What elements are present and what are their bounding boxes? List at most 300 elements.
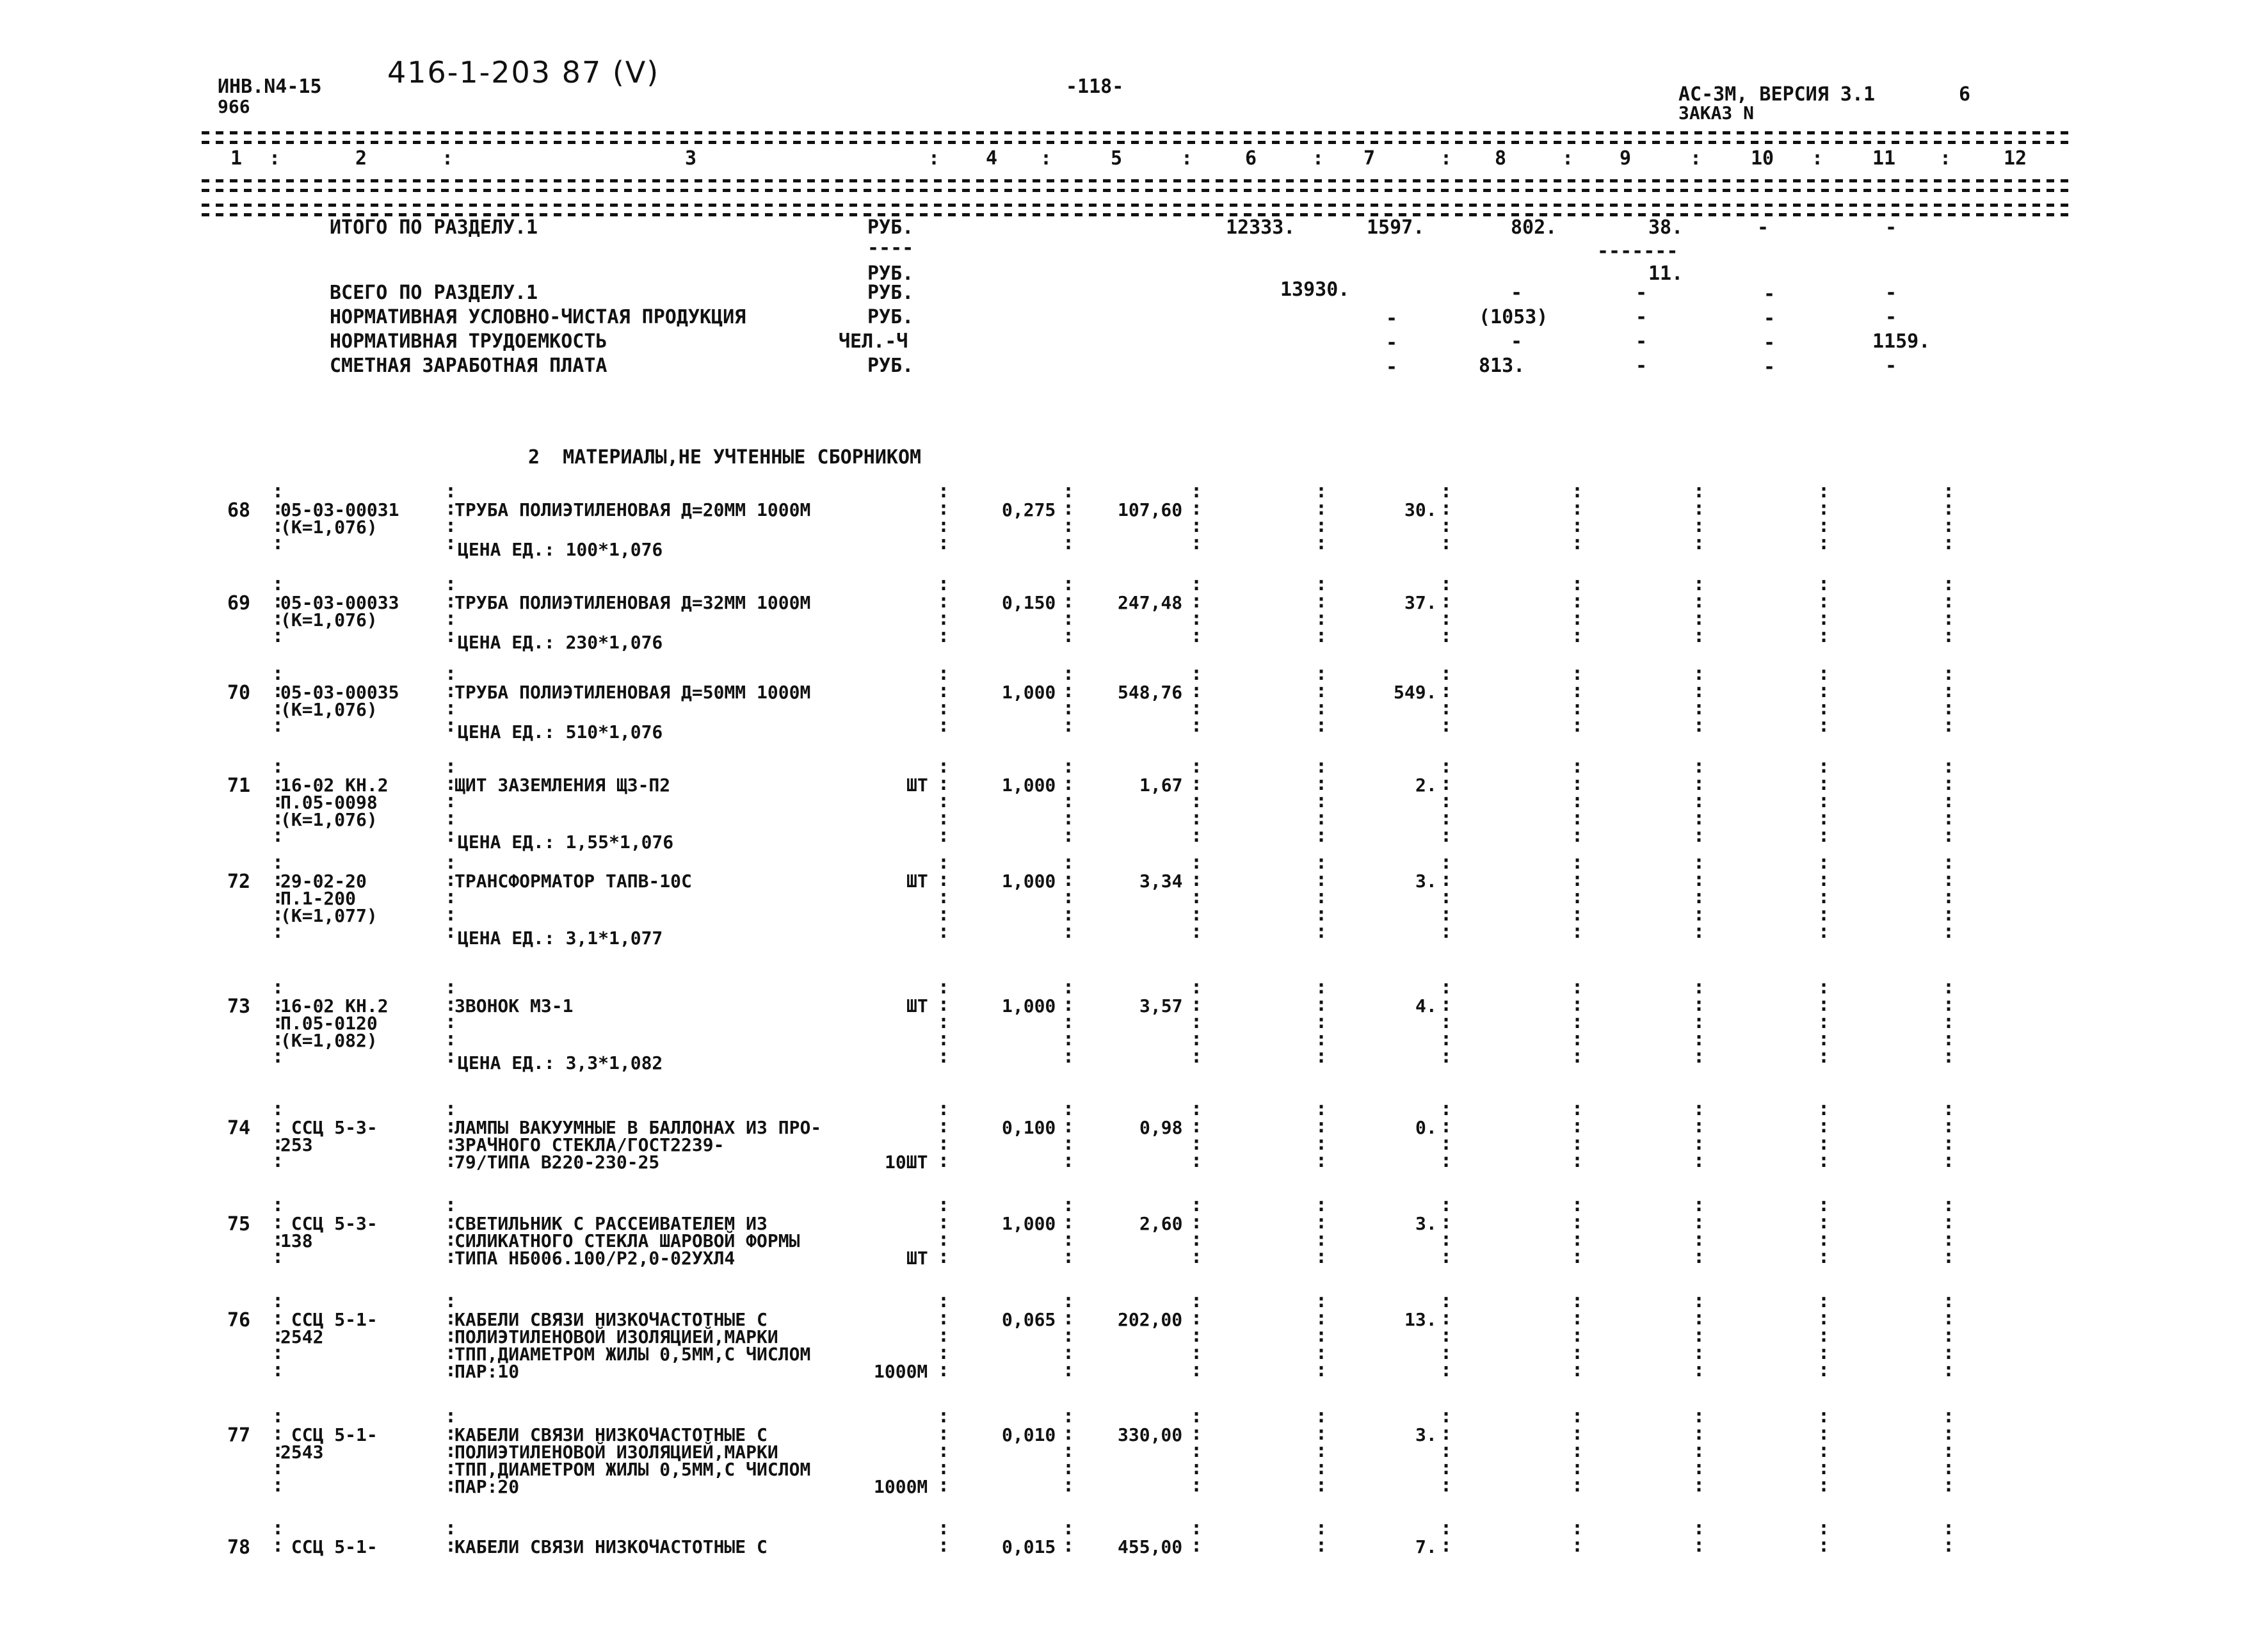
row-separator: : — [938, 515, 950, 537]
row-separator: : — [1572, 755, 1584, 778]
total-c10: - — [1764, 356, 1776, 378]
row-separator: : — [938, 1045, 950, 1068]
column-number: 1 — [230, 147, 243, 170]
item-code: П.1-200 — [280, 888, 357, 909]
row-separator: : — [938, 773, 950, 795]
item-code: ССЦ 5-1- — [280, 1424, 378, 1445]
row-separator: : — [1440, 993, 1452, 1016]
row-separator: : — [445, 497, 457, 520]
column-separator: : — [1040, 147, 1052, 170]
row-separator: : — [1943, 1534, 1955, 1557]
item-unit-price: 202,00 — [1118, 1309, 1183, 1330]
row-separator: : — [445, 886, 457, 908]
row-separator: : — [1191, 1517, 1203, 1540]
row-separator: : — [1063, 532, 1075, 554]
item-unit-price: 548,76 — [1118, 682, 1183, 703]
row-separator: : — [1572, 1342, 1584, 1364]
row-separator: : — [1440, 480, 1452, 502]
item-unit-price: 107,60 — [1118, 499, 1183, 520]
row-separator: : — [1063, 1246, 1075, 1268]
row-separator: : — [1572, 680, 1584, 702]
row-separator: : — [1572, 1194, 1584, 1216]
row-separator: : — [272, 497, 284, 520]
item-unit-price: 2,60 — [1139, 1213, 1183, 1234]
item-price-note: ЦЕНА ЕД.: 3,3*1,082 — [458, 1052, 663, 1073]
row-separator: : — [1818, 1045, 1830, 1068]
total-c8: 813. — [1479, 355, 1525, 377]
row-separator: : — [1191, 886, 1203, 908]
row-separator: : — [1191, 590, 1203, 613]
row-separator: : — [1191, 1307, 1203, 1330]
row-separator: : — [445, 1290, 457, 1312]
row-separator: : — [1315, 886, 1328, 908]
row-separator: : — [1191, 1342, 1203, 1364]
section-heading: 2 МАТЕРИАЛЫ,НЕ УЧТЕННЫЕ СБОРНИКОМ — [528, 446, 922, 469]
row-separator: : — [272, 807, 284, 830]
row-separator: : — [272, 1028, 284, 1050]
item-price-note: ЦЕНА ЕД.: 230*1,076 — [458, 632, 663, 653]
itogo-c7: 1597. — [1367, 216, 1425, 239]
row-separator: : — [1315, 1246, 1328, 1268]
row-separator: : — [1693, 515, 1705, 537]
item-description: ТИПА НБ006.100/Р2,0-02УХЛ4 — [454, 1248, 736, 1269]
item-description: 79/ТИПА В220-230-25 — [454, 1152, 660, 1173]
row-separator: : — [1818, 920, 1830, 943]
total-c11: - — [1885, 306, 1897, 328]
row-separator: : — [1943, 663, 1955, 685]
row-separator: : — [272, 1132, 284, 1155]
item-price-note: ЦЕНА ЕД.: 1,55*1,076 — [458, 832, 674, 853]
row-separator: : — [1063, 697, 1075, 720]
row-separator: : — [1191, 976, 1203, 999]
row-separator: : — [272, 886, 284, 908]
row-separator: : — [1572, 976, 1584, 999]
row-separator: : — [272, 1359, 284, 1381]
item-quantity: 1,000 — [1002, 682, 1056, 703]
item-number: 71 — [227, 775, 251, 797]
row-separator: : — [1315, 993, 1328, 1016]
item-unit-price: 247,48 — [1118, 592, 1183, 613]
column-separator: : — [928, 147, 940, 170]
row-separator: : — [1693, 625, 1705, 647]
item-description: ЗВОНОК МЗ-1 — [454, 995, 574, 1017]
item-description: ТРУБА ПОЛИЭТИЛЕНОВАЯ Д=50ММ 1000М — [454, 682, 811, 703]
row-separator: : — [1191, 1115, 1203, 1138]
row-separator: : — [1818, 607, 1830, 630]
row-separator: : — [1943, 1194, 1955, 1216]
item-unit: 1000М — [874, 1476, 928, 1497]
row-separator: : — [1572, 851, 1584, 874]
row-separator: : — [272, 1405, 284, 1427]
row-separator: : — [1572, 886, 1584, 908]
row-separator: : — [1315, 532, 1328, 554]
row-separator: : — [1063, 976, 1075, 999]
item-code: П.05-0098 — [280, 792, 378, 813]
row-separator: : — [1943, 807, 1955, 830]
itogo-c8: 802. — [1511, 216, 1557, 239]
row-separator: : — [445, 1115, 457, 1138]
row-separator: : — [1943, 607, 1955, 630]
row-separator: : — [1818, 1028, 1830, 1050]
row-separator: : — [1315, 1422, 1328, 1445]
row-separator: : — [1191, 1246, 1203, 1268]
row-separator: : — [1315, 607, 1328, 630]
row-separator: : — [1440, 1534, 1452, 1557]
row-separator: : — [938, 993, 950, 1016]
row-separator: : — [1943, 1132, 1955, 1155]
row-separator: : — [445, 1534, 457, 1557]
row-separator: : — [938, 1098, 950, 1120]
row-separator: : — [272, 532, 284, 554]
total-c10: - — [1764, 283, 1776, 305]
item-code: П.05-0120 — [280, 1013, 378, 1034]
row-separator: : — [1191, 920, 1203, 943]
row-separator: : — [1315, 1534, 1328, 1557]
row-separator: : — [938, 1342, 950, 1364]
item-code: 16-02 КН.2 — [280, 995, 389, 1017]
row-separator: : — [938, 903, 950, 926]
item-unit-price: 0,98 — [1139, 1117, 1183, 1138]
item-code: (K=1,076) — [280, 609, 378, 631]
row-separator: : — [1572, 1045, 1584, 1068]
row-separator: : — [1572, 1228, 1584, 1251]
row-separator: : — [1191, 532, 1203, 554]
row-separator: : — [1315, 1517, 1328, 1540]
row-separator: : — [1818, 1098, 1830, 1120]
row-separator: : — [1315, 1011, 1328, 1033]
row-separator: : — [272, 1290, 284, 1312]
row-separator: : — [1818, 697, 1830, 720]
row-separator: : — [1063, 480, 1075, 502]
row-separator: : — [1191, 1440, 1203, 1462]
row-separator: : — [938, 1457, 950, 1479]
row-separator: : — [1315, 903, 1328, 926]
row-separator: : — [1818, 1517, 1830, 1540]
row-separator: : — [1315, 1457, 1328, 1479]
row-separator: : — [1440, 824, 1452, 847]
row-separator: : — [1572, 607, 1584, 630]
row-separator: : — [272, 590, 284, 613]
row-separator: : — [272, 1228, 284, 1251]
row-separator: : — [272, 625, 284, 647]
item-unit-price: 330,00 — [1118, 1424, 1183, 1445]
row-separator: : — [1693, 1132, 1705, 1155]
row-separator: : — [1943, 1290, 1955, 1312]
row-separator: : — [1063, 790, 1075, 812]
row-separator: : — [1572, 1011, 1584, 1033]
row-separator: : — [1063, 1534, 1075, 1557]
row-separator: : — [1818, 790, 1830, 812]
row-separator: : — [1572, 1098, 1584, 1120]
row-separator: : — [1063, 773, 1075, 795]
row-separator: : — [1315, 1132, 1328, 1155]
row-separator: : — [1315, 976, 1328, 999]
row-separator: : — [445, 1359, 457, 1381]
row-separator: : — [445, 1228, 457, 1251]
row-separator: : — [1818, 1211, 1830, 1234]
row-separator: : — [938, 920, 950, 943]
row-separator: : — [1315, 790, 1328, 812]
row-separator: : — [1818, 1324, 1830, 1347]
total-label: НОРМАТИВНАЯ ТРУДОЕМКОСТЬ — [330, 330, 607, 353]
row-separator: : — [1440, 773, 1452, 795]
row-separator: : — [1315, 824, 1328, 847]
row-separator: : — [1818, 714, 1830, 737]
row-separator: : — [1063, 886, 1075, 908]
row-separator: : — [1063, 625, 1075, 647]
row-separator: : — [938, 590, 950, 613]
row-separator: : — [1063, 1359, 1075, 1381]
row-separator: : — [445, 1342, 457, 1364]
item-description: ЗРАЧНОГО СТЕКЛА/ГОСТ2239- — [454, 1134, 725, 1155]
row-separator: : — [1191, 755, 1203, 778]
total-c11: - — [1885, 282, 1897, 304]
row-separator: : — [1315, 1440, 1328, 1462]
row-separator: : — [1440, 532, 1452, 554]
row-separator: : — [1440, 663, 1452, 685]
item-unit: ШТ — [906, 775, 928, 796]
row-separator: : — [1693, 1342, 1705, 1364]
row-separator: : — [1063, 515, 1075, 537]
row-separator: : — [1818, 976, 1830, 999]
item-code: 138 — [280, 1230, 313, 1251]
row-separator: : — [1693, 903, 1705, 926]
item-total: 13. — [1404, 1309, 1437, 1330]
item-code: (K=1,076) — [280, 809, 378, 830]
row-separator: : — [1191, 1228, 1203, 1251]
row-separator: : — [1943, 1342, 1955, 1364]
row-separator: : — [1818, 1132, 1830, 1155]
row-separator: : — [1063, 1028, 1075, 1050]
column-number: 7 — [1363, 147, 1376, 170]
row-separator: : — [1191, 1098, 1203, 1120]
row-separator: : — [272, 1098, 284, 1120]
page-number: -118- — [1066, 76, 1124, 98]
row-separator: : — [445, 993, 457, 1016]
item-price-note: ЦЕНА ЕД.: 510*1,076 — [458, 721, 663, 743]
row-separator: : — [938, 1422, 950, 1445]
row-separator: : — [445, 532, 457, 554]
row-separator: : — [1191, 1534, 1203, 1557]
row-separator: : — [1315, 625, 1328, 647]
item-code: 05-03-00031 — [280, 499, 399, 520]
row-separator: : — [1693, 590, 1705, 613]
row-separator: : — [445, 1474, 457, 1497]
row-separator: : — [938, 1290, 950, 1312]
system-version: АС-ЗМ, ВЕРСИЯ 3.1 — [1678, 83, 1876, 106]
row-separator: : — [1818, 1405, 1830, 1427]
row-separator: : — [445, 697, 457, 720]
item-unit-price: 1,67 — [1139, 775, 1183, 796]
row-separator: : — [1440, 1517, 1452, 1540]
row-separator: : — [938, 1115, 950, 1138]
itogo-unit: РУБ. — [867, 216, 914, 239]
row-separator: : — [1943, 1011, 1955, 1033]
row-separator: : — [1943, 1422, 1955, 1445]
row-separator: : — [1191, 497, 1203, 520]
row-separator: : — [938, 807, 950, 830]
row-separator: : — [1818, 1011, 1830, 1033]
row-separator: : — [938, 1474, 950, 1497]
row-separator: : — [938, 1011, 950, 1033]
row-separator: : — [1818, 755, 1830, 778]
row-separator: : — [1572, 1150, 1584, 1172]
item-code: (K=1,076) — [280, 517, 378, 538]
row-separator: : — [1943, 625, 1955, 647]
row-separator: : — [1440, 1211, 1452, 1234]
row-separator: : — [445, 663, 457, 685]
row-separator: : — [1440, 869, 1452, 891]
row-separator: : — [1572, 920, 1584, 943]
row-separator: : — [1693, 663, 1705, 685]
row-separator: : — [1063, 590, 1075, 613]
row-separator: : — [1315, 1098, 1328, 1120]
row-separator: : — [272, 993, 284, 1016]
item-total: 4. — [1415, 995, 1437, 1017]
row-separator: : — [1572, 1290, 1584, 1312]
row-separator: : — [1191, 1359, 1203, 1381]
row-separator: : — [1063, 1422, 1075, 1445]
item-total: 37. — [1404, 592, 1437, 613]
row-separator: : — [445, 1211, 457, 1234]
row-separator: : — [272, 1194, 284, 1216]
row-separator: : — [1440, 573, 1452, 595]
row-separator: : — [1572, 1028, 1584, 1050]
row-separator: : — [1063, 903, 1075, 926]
row-separator: : — [1693, 807, 1705, 830]
row-separator: : — [445, 680, 457, 702]
column-separator: : — [1181, 147, 1193, 170]
row-separator: : — [445, 480, 457, 502]
row-separator: : — [272, 1150, 284, 1172]
item-description: ПАР:10 — [454, 1361, 520, 1382]
row-separator: : — [1191, 1457, 1203, 1479]
row-separator: : — [1315, 1290, 1328, 1312]
row-separator: : — [938, 824, 950, 847]
item-unit-price: 3,34 — [1139, 871, 1183, 892]
row-separator: : — [1315, 807, 1328, 830]
row-separator: : — [1315, 920, 1328, 943]
row-separator: : — [272, 1011, 284, 1033]
row-separator: : — [1315, 515, 1328, 537]
row-separator: : — [1943, 1246, 1955, 1268]
row-separator: : — [1063, 573, 1075, 595]
row-separator: : — [938, 1132, 950, 1155]
row-separator: : — [272, 714, 284, 737]
row-separator: : — [1693, 1440, 1705, 1462]
header-rule-bottom — [202, 204, 2074, 207]
row-separator: : — [1191, 790, 1203, 812]
row-separator: : — [1315, 755, 1328, 778]
itogo-c6: 12333. — [1226, 216, 1296, 239]
item-price-note: ЦЕНА ЕД.: 100*1,076 — [458, 539, 663, 560]
item-total: 549. — [1394, 682, 1437, 703]
row-separator: : — [445, 869, 457, 891]
row-separator: : — [272, 1246, 284, 1268]
row-separator: : — [1818, 1440, 1830, 1462]
row-separator: : — [1191, 697, 1203, 720]
item-description: КАБЕЛИ СВЯЗИ НИЗКОЧАСТОТНЫЕ С — [454, 1309, 768, 1330]
inventory-subnumber: 966 — [218, 96, 250, 117]
row-separator: : — [1440, 680, 1452, 702]
row-separator: : — [938, 869, 950, 891]
row-separator: : — [1943, 1359, 1955, 1381]
item-description: ТРУБА ПОЛИЭТИЛЕНОВАЯ Д=20ММ 1000М — [454, 499, 811, 520]
row-separator: : — [272, 920, 284, 943]
total-label: НОРМАТИВНАЯ УСЛОВНО-ЧИСТАЯ ПРОДУКЦИЯ — [330, 306, 746, 328]
row-separator: : — [272, 1045, 284, 1068]
row-separator: : — [1063, 1474, 1075, 1497]
row-separator: : — [1818, 1194, 1830, 1216]
total-c11: - — [1885, 355, 1897, 377]
row-separator: : — [938, 680, 950, 702]
row-separator: : — [1943, 1405, 1955, 1427]
row-separator: : — [1315, 697, 1328, 720]
row-separator: : — [272, 663, 284, 685]
total-c9: - — [1636, 355, 1648, 377]
row-separator: : — [1191, 1211, 1203, 1234]
row-separator: : — [1572, 1211, 1584, 1234]
row-separator: : — [1063, 1115, 1075, 1138]
total-unit: РУБ. — [867, 355, 914, 377]
row-separator: : — [1572, 903, 1584, 926]
row-separator: : — [938, 851, 950, 874]
row-separator: : — [445, 607, 457, 630]
row-separator: : — [1063, 1324, 1075, 1347]
row-separator: : — [1818, 515, 1830, 537]
row-separator: : — [1440, 625, 1452, 647]
row-separator: : — [1315, 480, 1328, 502]
row-separator: : — [445, 976, 457, 999]
row-separator: : — [938, 1359, 950, 1381]
row-separator: : — [1818, 590, 1830, 613]
row-separator: : — [1693, 755, 1705, 778]
row-separator: : — [1693, 886, 1705, 908]
item-number: 69 — [227, 592, 251, 615]
item-quantity: 0,010 — [1002, 1424, 1056, 1445]
row-separator: : — [1315, 1307, 1328, 1330]
row-separator: : — [1063, 755, 1075, 778]
row-separator: : — [445, 573, 457, 595]
row-separator: : — [1943, 1150, 1955, 1172]
row-separator: : — [1818, 663, 1830, 685]
item-code: 253 — [280, 1134, 313, 1155]
row-separator: : — [1063, 1211, 1075, 1234]
row-separator: : — [1943, 993, 1955, 1016]
row-separator: : — [272, 773, 284, 795]
row-separator: : — [1943, 590, 1955, 613]
row-separator: : — [1693, 680, 1705, 702]
row-separator: : — [1572, 497, 1584, 520]
row-separator: : — [1943, 1457, 1955, 1479]
row-separator: : — [1693, 1211, 1705, 1234]
row-separator: : — [272, 1457, 284, 1479]
row-separator: : — [445, 920, 457, 943]
row-separator: : — [1818, 1246, 1830, 1268]
item-code: ССЦ 5-1- — [280, 1309, 378, 1330]
row-separator: : — [272, 790, 284, 812]
row-separator: : — [1943, 497, 1955, 520]
row-separator: : — [1440, 755, 1452, 778]
row-separator: : — [1440, 886, 1452, 908]
row-separator: : — [1063, 663, 1075, 685]
item-unit: ШТ — [906, 871, 928, 892]
row-separator: : — [445, 1405, 457, 1427]
row-separator: : — [1693, 1457, 1705, 1479]
item-quantity: 0,275 — [1002, 499, 1056, 520]
row-separator: : — [1818, 1422, 1830, 1445]
row-separator: : — [1693, 1534, 1705, 1557]
